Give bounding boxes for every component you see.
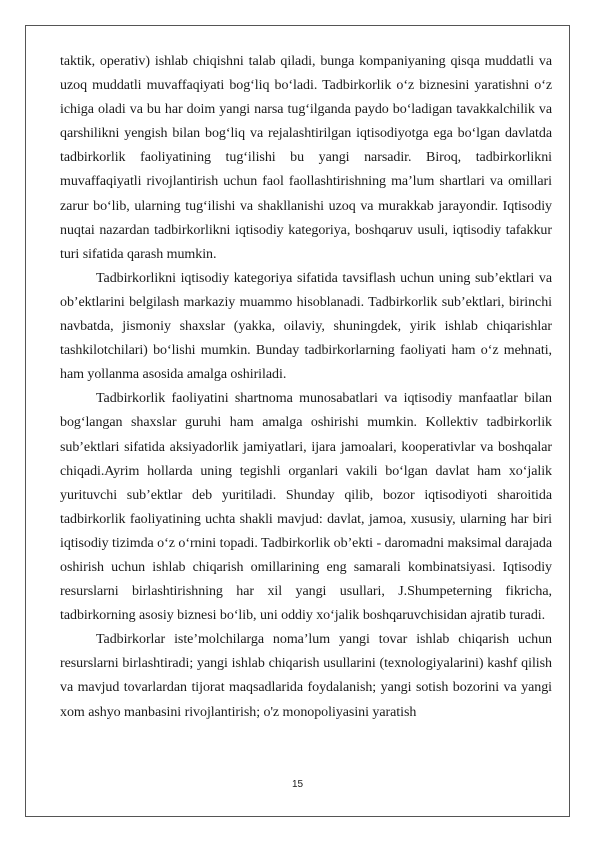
paragraph-4: Tadbirkorlar iste’molchilarga noma’lum yangi tovar ishlab chiqarish uchun resurslarni birlashtiradi; yangi ishlab chiqarish usullarini (texnologiyalarini) kashf qilish va mavjud tovarlardan tijorat maqsadlarida foydalanish; yangi sotish bozorini va yangi xom ashyo manbasini rivojlantirish; o'z monopoliyasini yaratish bbox=[60, 632, 552, 720]
paragraph-1: taktik, operativ) ishlab chiqishni talab qiladi, bunga kompaniyaning qisqa muddatli va uzoq muddatli muvaffaqiyati bog‘liq bo‘ladi. Tadbirkorlik o‘z biznesini yaratishni o‘z ichiga oladi va bu har doim yangi narsa tug‘ilganda paydo bo‘ladigan tavakkalchilik va qarshilikni yengish bilan bog‘liq va rejalashtirilgan iqtisodiyotga ega bo‘lgan davlatda tadbirkorlik faoliyatining tug‘ilishi bu yangi narsadir. Biroq, tadbirkorlikni muvaffaqiyatli rivojlantirish uchun faol faollashtirishning ma’lum shartlari va omillari zarur bo‘lib, ularning tug‘ilishi va shakllanishi uzoq va murakkab jarayondir. Iqtisodiy nuqtai nazardan tadbirkorlikni iqtisodiy kategoriya, boshqaruv usuli, iqtisodiy tafakkur turi sifatida qarash mumkin. bbox=[60, 54, 552, 262]
document-body bbox=[60, 50, 552, 725]
page-number: 15 bbox=[291, 779, 304, 790]
paragraph-3: Tadbirkorlik faoliyatini shartnoma munosabatlari va iqtisodiy manfaatlar bilan bog‘langan shaxslar guruhi ham amalga oshirishi mumkin. Kollektiv tadbirkorlik sub’ektlari sifatida aksiyadorlik jamiyatlari, ijara jamoalari, kooperativlar va boshqalar chiqadi.Ayrim hollarda uning tegishli organlari vakili bo‘lgan davlat ham xo‘jalik yurituvchi sub’ektlar deb yuritiladi. Shunday qilib, bozor iqtisodiyoti sharoitida tadbirkorlik faoliyatining uchta shakli mavjud: davlat, jamoa, xususiy, ularning har biri iqtisodiy tizimda o‘z o‘rnini topadi. Tadbirkorlik ob’ekti - daromadni maksimal darajada oshirish uchun ishlab chiqarish omillarining eng samarali kombinatsiyasi. Iqtisodiy resurslarni birlashtirishning har xil yangi usullari, J.Shumpeterning fikricha, tadbirkorning asosiy biznesi bo‘lib, uni oddiy xo‘jalik boshqaruvchisidan ajratib turadi. bbox=[60, 391, 552, 624]
paragraph-2: Tadbirkorlikni iqtisodiy kategoriya sifatida tavsiflash uchun uning sub’ektlari va ob’ektlarini belgilash markaziy muammo hisoblanadi. Tadbirkorlik sub’ektlari, birinchi navbatda, jismoniy shaxslar (yakka, oilaviy, shuningdek, yirik ishlab chiqarishlar tashkilotchilari) bo‘lishi mumkin. Bunday tadbirkorlarning faoliyati ham o‘z mehnati, ham yollanma asosida amalga oshiriladi. bbox=[60, 270, 552, 383]
